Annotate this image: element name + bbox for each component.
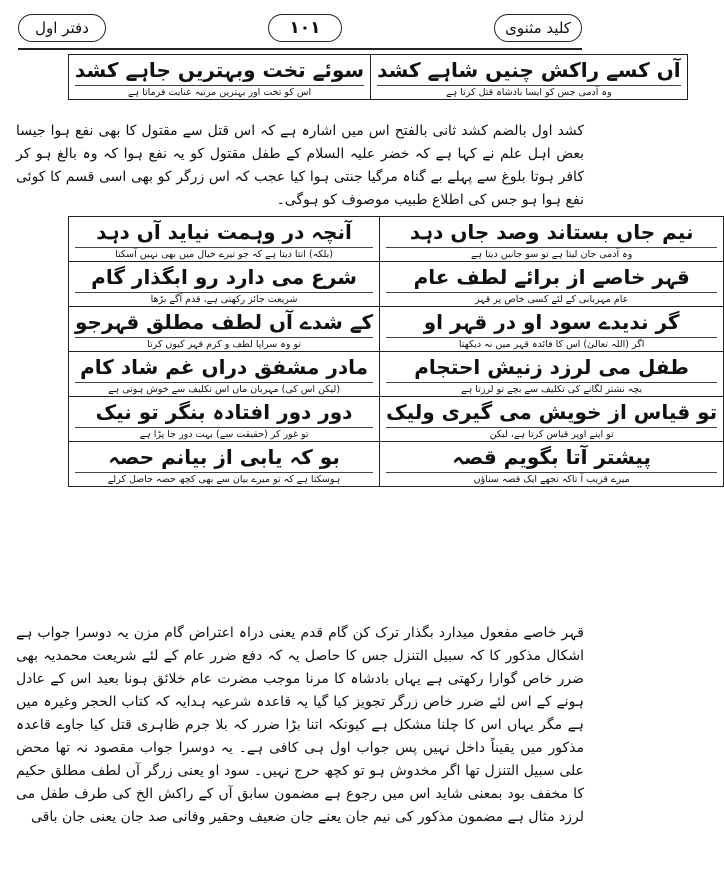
persian-verse: طفل می لرزد زنیش احتجام: [414, 355, 690, 379]
persian-verse: بو کہ یابی از بیانم حصہ: [108, 445, 340, 469]
verse-cell-left: [69, 55, 371, 100]
urdu-gloss: اگر (اللہ تعالیٰ) اس کا فائدہ قہر میں نہ دیکھتا: [386, 337, 717, 351]
verse-cell-left: [69, 307, 380, 352]
urdu-gloss: بچہ نشتر لگانے کی تکلیف سے بچے تو لرزتا ہے: [386, 382, 717, 396]
verse-cell-right: [380, 217, 724, 262]
page-number: ١٠١: [268, 14, 342, 42]
verse-cell-right: [380, 442, 724, 487]
verse-row: [69, 352, 724, 397]
persian-verse: سوئے تخت وبہتریں جاہے کشد: [75, 58, 365, 82]
commentary-text: کشد اول بالضم کشد ثانی بالفتح اس میں اشارہ ہے کہ اس قتل سے مقتول کا بھی نفع ہوا جیسا بعض اہل علم نے کہا ہے کہ خضر علیہ السلام کے طفل مقتول کو یہ نفع ہوا کہ وہ بالغ ہو کر کافر ہوتا بلوغ سے پہلے بے گناہ مرگیا جنتی ہوا کیا عجب کہ اس زرگر کو بھی اسی قسم کا کوئی نفع ہوا ہو جس کی اطلاع طبیب موصوف کو ہوگی۔: [16, 123, 584, 208]
verse-table-2: [68, 216, 724, 487]
verse-row: [69, 307, 724, 352]
verse-cell-left: [69, 217, 380, 262]
volume-label: دفتر اول: [18, 14, 106, 42]
verse-cell-left: [69, 352, 380, 397]
urdu-gloss: ہوسکتا ہے کہ تو میرے بیان سے بھی کچھ حصہ حاصل کرلے: [75, 472, 373, 486]
verse-cell-right: [380, 262, 724, 307]
persian-verse: کے شدے آں لطف مطلق قہرجو: [75, 310, 374, 334]
verse-cell-left: [69, 262, 380, 307]
urdu-gloss: تو اپنے اوپر قیاس کرتا ہے، لیکن: [386, 427, 717, 441]
urdu-gloss: وہ آدمی جان لیتا ہے تو سو جانیں دیتا ہے: [386, 247, 717, 261]
verse-cell-right: [371, 55, 688, 100]
verse-row: [69, 262, 724, 307]
page-header: [18, 10, 582, 50]
urdu-gloss: عام مہربانی کے لئے کسی خاص پر قہر: [386, 292, 717, 306]
persian-verse: شرع می دارد رو ابگذار گام: [91, 265, 357, 289]
verse-cell-left: [69, 442, 380, 487]
urdu-gloss: تو غور کر (حقیقت سے) بہت دور جا پڑا ہے: [75, 427, 373, 441]
commentary-paragraph-1: [16, 120, 584, 212]
verse-table-1: [68, 54, 688, 100]
urdu-gloss: شریعت جائز رکھتی ہے، قدم آگے بڑھا: [75, 292, 373, 306]
persian-verse: آنچہ در وہمت نیاید آں دہد: [96, 220, 352, 244]
commentary-text: قہر خاصے مفعول میدارد بگذار ترک کن گام قدم یعنی دراہ اعتراض گام مزن یہ دوسرا جواب ہے اشکال مذکور کا کہ سبیل التنزل جس کا حاصل یہ کہ دفع ضرر عام کے لئے شریعت محمدیہ بھی ضرر خاص گوارا رکھتی ہے یہاں بادشاہ کا مرنا موجب مضرت عام خلائق ہونا بعید اس کے عادل ہونے کے اس لئے ضرر خاص زرگر تجویز کیا گیا یہ قاعدہ شرعیہ ہدایہ کہ کتاب الحجر وغیرہ میں ہے مگر یہاں اس کا چلنا مشکل ہے کیونکہ اتنا بڑا ضرر کہ بلا جرم ظاہری قتل کیا جاوے قاعدہ مذکور میں یقیناً داخل نہیں پس جواب اول ہی کافی ہے۔ یہ دوسرا جواب مقصود نہ تھا محض علی سبیل التنزل تھا اگر مخدوش ہو تو کچھ حرج نہیں۔ سود او یعنی زرگر آں لطف مطلق حکیم کا مخفف بود بمعنی شاید اس میں رجوع ہے مضمون سابق آں کے راکش الخ کی طرف طفل می لرزد مثال ہے مضمون مذکور کی نیم جان یعنے جان ضعیف وحقیر وفانی صد جان یعنی جان باقی: [16, 625, 584, 825]
persian-verse: پیشتر آتا بگویم قصہ: [452, 445, 652, 469]
urdu-gloss: (لیکن اس کی) مہربان ماں اس تکلیف سے خوش ہوتی ہے: [75, 382, 373, 396]
persian-verse: تو قیاس از خویش می گیری ولیک: [386, 400, 718, 424]
verse-row: [69, 55, 688, 100]
persian-verse: آں کسے راکش چنیں شاہے کشد: [377, 58, 681, 82]
verse-cell-left: [69, 397, 380, 442]
verse-row: [69, 217, 724, 262]
verse-row: [69, 442, 724, 487]
urdu-gloss: وہ آدمی جس کو ایسا بادشاہ قتل کرتا ہے: [377, 85, 681, 99]
persian-verse: مادر مشفق دراں غم شاد کام: [80, 355, 369, 379]
persian-verse: نیم جاں بستاند وصد جاں دہد: [409, 220, 694, 244]
verse-row: [69, 397, 724, 442]
verse-cell-right: [380, 352, 724, 397]
verse-cell-right: [380, 307, 724, 352]
commentary-paragraph-2: [16, 622, 584, 829]
urdu-gloss: میرے قریب آ تاکہ تجھے ایک قصہ سناؤں: [386, 472, 717, 486]
persian-verse: دور دور افتادہ بنگر تو نیک: [95, 400, 353, 424]
header-rule: [18, 48, 582, 50]
book-title: کلید مثنوی: [494, 14, 582, 42]
urdu-gloss: تو وہ سراپا لطف و کرم قہر کیوں کرتا: [75, 337, 373, 351]
persian-verse: گر ندیدے سود او در قہر او: [423, 310, 680, 334]
urdu-gloss: (بلکہ) انتا دیتا ہے کہ جو تیرے خیال میں بھی نہیں آسکتا: [75, 247, 373, 261]
persian-verse: قہر خاصے از برائے لطف عام: [413, 265, 690, 289]
verse-cell-right: [380, 397, 724, 442]
urdu-gloss: اس کو تخت اور بہترین مرتبہ عنایت فرماتا ہے: [75, 85, 364, 99]
